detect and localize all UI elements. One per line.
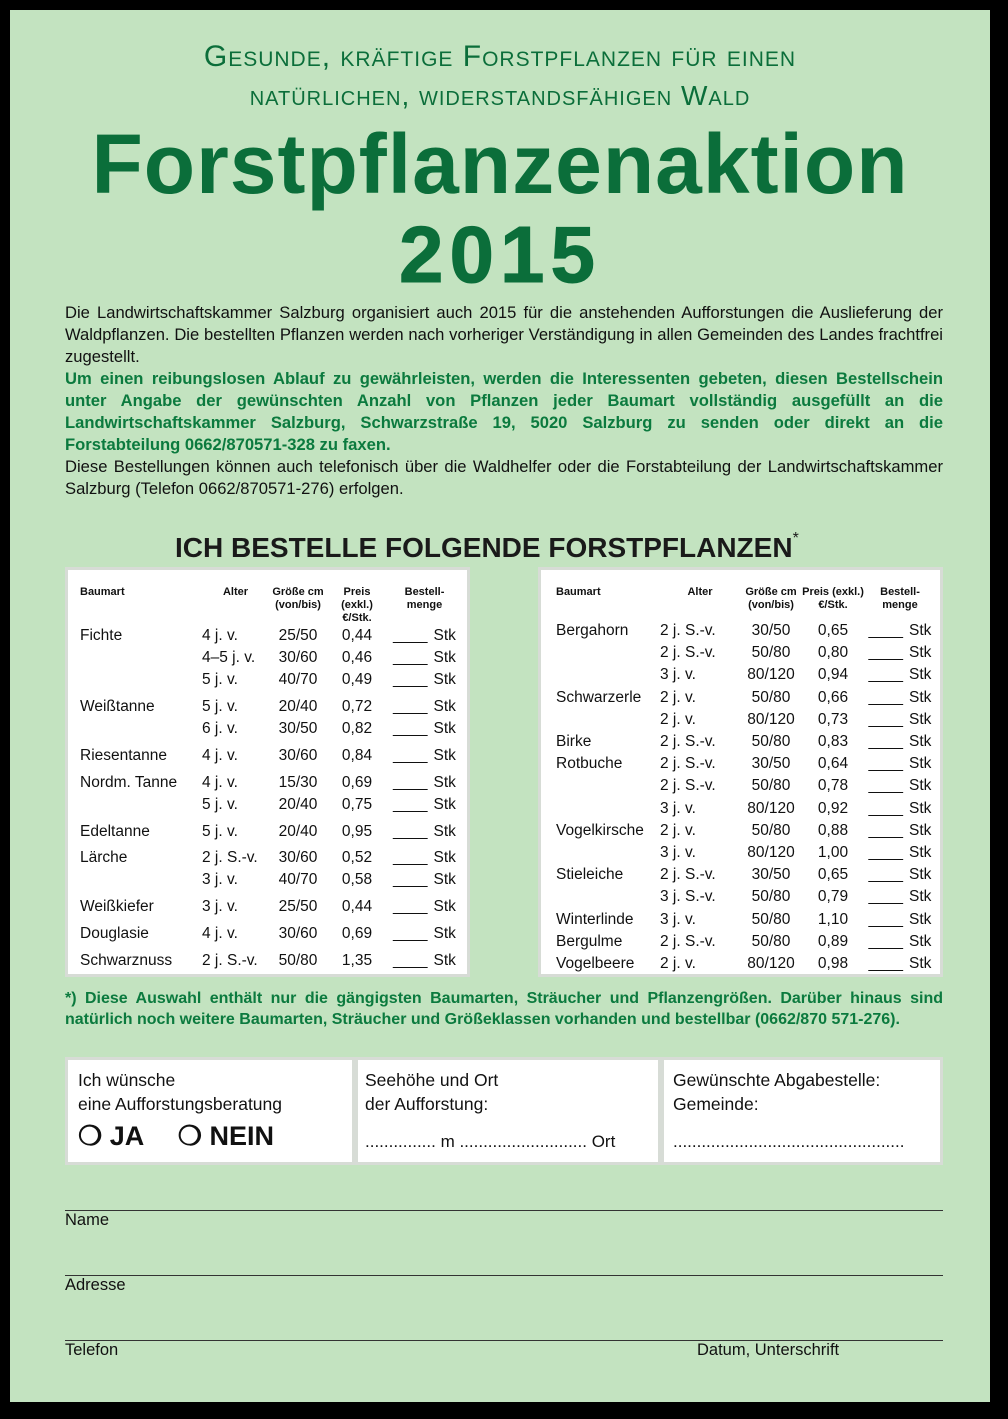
plant-price: 0,94	[817, 666, 849, 684]
species-name: Riesentanne	[80, 747, 168, 765]
quantity-blank[interactable]: ____	[868, 666, 904, 684]
quantity-blank[interactable]: ____	[868, 777, 904, 795]
footnote-mark: *	[792, 530, 799, 547]
order-quantity-field[interactable]	[864, 664, 936, 686]
order-quantity-field[interactable]	[864, 642, 936, 664]
quantity-unit: Stk	[433, 627, 456, 645]
plant-size: 50/80	[751, 910, 791, 928]
species-name	[556, 775, 660, 797]
table-row	[556, 864, 936, 886]
quantity-blank[interactable]: ____	[868, 866, 904, 884]
quantity-blank[interactable]: ____	[868, 733, 904, 751]
quantity-blank[interactable]: ____	[868, 622, 904, 640]
table-row	[80, 718, 462, 740]
table-row	[556, 775, 936, 797]
species-name: Fichte	[80, 627, 123, 645]
header-baumart: Baumart	[80, 586, 125, 598]
plant-size: 30/50	[278, 720, 318, 738]
footnote-text: *) Diese Auswahl enthält nur die gängigsten Baumarten, Sträucher und Pflanzengrößen. Darüber hinaus sind natürlich noch weitere Baumarten, Sträucher und Größeklassen vorhanden und bestellbar (0662/870 571-276).	[65, 990, 943, 1028]
plant-price: 0,95	[341, 822, 373, 840]
plant-age: 2 j. S.-v.	[660, 866, 716, 884]
plant-size: 15/30	[278, 773, 318, 791]
table-row	[556, 620, 936, 642]
table-row	[556, 820, 936, 842]
delivery-point-box	[661, 1057, 943, 1165]
quantity-unit: Stk	[909, 799, 932, 817]
quantity-unit: Stk	[909, 755, 932, 773]
intro-paragraph-2: Um einen reibungslosen Ablauf zu gewährleisten, werden die Interessenten gebeten, diesen Bestellschein unter Angabe der gewünschten Anzahl von Pflanzen jeder Baumart vollständig ausgefüllt an die Landwirtschaftskammer Salzburg, Schwarzstraße 19, 5020 Salzburg zu senden oder direkt an die Forstabteilung 0662/870571-328 zu faxen.	[65, 369, 943, 454]
order-quantity-field[interactable]	[387, 647, 462, 669]
consultation-label-1: Ich wünsche	[78, 1070, 176, 1090]
species-name: Lärche	[80, 849, 128, 867]
order-quantity-field[interactable]	[864, 953, 936, 975]
species-name: Edeltanne	[80, 822, 150, 840]
order-quantity-field[interactable]	[864, 731, 936, 753]
plant-age: 2 j. S.-v.	[660, 622, 716, 640]
quantity-unit: Stk	[909, 821, 932, 839]
plant-age: 4–5 j. v.	[202, 649, 256, 667]
plant-price: 0,82	[341, 720, 373, 738]
order-quantity-field[interactable]	[387, 896, 462, 918]
table-row	[556, 664, 936, 686]
plant-size: 30/50	[751, 755, 791, 773]
table-header-row	[80, 586, 462, 625]
plant-size: 30/50	[751, 622, 791, 640]
order-heading	[175, 532, 799, 564]
quantity-blank[interactable]: ____	[393, 720, 428, 738]
quantity-blank[interactable]: ____	[868, 821, 904, 839]
table-row	[556, 886, 936, 908]
species-name	[80, 647, 202, 669]
quantity-unit: Stk	[909, 733, 932, 751]
consultation-box	[65, 1057, 355, 1165]
table-row	[80, 669, 462, 691]
plant-age: 3 j. S.-v.	[660, 888, 716, 906]
quantity-unit: Stk	[433, 951, 456, 969]
quantity-unit: Stk	[909, 666, 932, 684]
consultation-choice	[78, 1121, 300, 1151]
species-name: Nordm. Tanne	[80, 773, 178, 791]
plant-size: 25/50	[278, 627, 318, 645]
plant-price: 0,69	[341, 924, 373, 942]
plant-size: 80/120	[747, 954, 795, 972]
plant-size: 20/40	[278, 698, 318, 716]
species-name	[556, 798, 660, 820]
quantity-unit: Stk	[433, 924, 456, 942]
plant-price: 0,58	[341, 871, 373, 889]
header-alter: Alter	[687, 586, 713, 598]
header-alter: Alter	[222, 586, 249, 598]
order-quantity-field[interactable]	[864, 753, 936, 775]
plant-size: 50/80	[751, 733, 791, 751]
plant-age: 2 j. v.	[660, 710, 696, 728]
intro-text	[65, 302, 943, 500]
species-name: Schwarznuss	[80, 951, 173, 969]
plant-price: 0,83	[817, 733, 849, 751]
quantity-blank[interactable]: ____	[868, 843, 904, 861]
plant-price: 0,65	[817, 622, 849, 640]
name-label: Name	[65, 1211, 110, 1229]
species-name	[80, 669, 202, 691]
table-row	[80, 772, 462, 794]
table-row	[80, 949, 462, 971]
quantity-unit: Stk	[433, 720, 456, 738]
plant-price: 0,72	[341, 698, 373, 716]
quantity-unit: Stk	[433, 795, 456, 813]
page-title: Forstpflanzenaktion	[91, 117, 909, 211]
intro-paragraph-3: Diese Bestellungen können auch telefonisch über die Waldhelfer oder die Forstabteilung der Landwirtschaftskammer Salzburg (Telefon 0662/870571-276) erfolgen.	[65, 457, 943, 498]
quantity-blank[interactable]: ____	[868, 755, 904, 773]
header-preis: Preis (exkl.) €/Stk.	[341, 586, 373, 624]
order-quantity-field[interactable]	[864, 820, 936, 842]
quantity-unit: Stk	[433, 698, 456, 716]
table-row	[556, 908, 936, 930]
date-signature-label: Datum, Unterschrift	[697, 1341, 840, 1359]
quantity-unit: Stk	[433, 898, 456, 916]
order-quantity-field[interactable]	[864, 864, 936, 886]
plant-age: 2 j. v.	[660, 688, 696, 706]
plant-table-right	[538, 567, 943, 977]
plant-size: 80/120	[747, 843, 795, 861]
plant-price: 0,44	[341, 898, 373, 916]
altitude-location-field[interactable]: ............... m ........................... Ort	[365, 1132, 616, 1151]
species-name: Weißkiefer	[80, 898, 154, 916]
quantity-blank[interactable]: ____	[393, 698, 428, 716]
quantity-blank[interactable]: ____	[393, 822, 428, 840]
plant-size: 30/60	[278, 747, 318, 765]
quantity-unit: Stk	[433, 671, 456, 689]
plant-size: 80/120	[747, 666, 795, 684]
quantity-blank[interactable]: ____	[868, 888, 904, 906]
address-label: Adresse	[65, 1276, 126, 1294]
plant-age: 2 j. S.-v.	[660, 777, 716, 795]
plant-price: 0,46	[341, 649, 373, 667]
table-row	[556, 642, 936, 664]
species-name	[80, 794, 202, 816]
quantity-blank[interactable]: ____	[868, 799, 904, 817]
plant-price: 0,69	[341, 773, 373, 791]
order-form-page	[10, 10, 990, 1402]
plant-age: 3 j. v.	[202, 871, 238, 889]
quantity-unit: Stk	[909, 910, 932, 928]
quantity-unit: Stk	[909, 888, 932, 906]
delivery-label-2: Gemeinde:	[673, 1094, 759, 1114]
altitude-label-2: der Aufforstung:	[365, 1094, 489, 1114]
plant-age: 2 j. S.-v.	[660, 932, 716, 950]
plant-age: 3 j. v.	[660, 910, 696, 928]
table-row	[556, 731, 936, 753]
species-name	[80, 718, 202, 740]
municipality-field[interactable]: .................................................	[673, 1132, 905, 1151]
header-groesse: Größe cm (von/bis)	[745, 586, 797, 611]
altitude-location-box	[355, 1057, 661, 1165]
page-year: 2015	[399, 210, 601, 299]
order-quantity-field[interactable]	[864, 775, 936, 797]
quantity-blank[interactable]: ____	[393, 795, 428, 813]
plant-age: 5 j. v.	[202, 822, 238, 840]
quantity-unit: Stk	[433, 849, 456, 867]
plant-size: 30/60	[278, 849, 318, 867]
plant-size: 50/80	[278, 951, 318, 969]
plant-price: 1,35	[341, 951, 373, 969]
species-name: Weißtanne	[80, 698, 155, 716]
quantity-unit: Stk	[433, 747, 456, 765]
subtitle-line-1: Gesunde, kräftige Forstpflanzen für einen	[203, 40, 797, 73]
order-quantity-field[interactable]	[864, 908, 936, 930]
plant-age: 4 j. v.	[202, 747, 238, 765]
quantity-unit: Stk	[433, 649, 456, 667]
quantity-blank[interactable]: ____	[393, 671, 428, 689]
table-row	[80, 821, 462, 843]
species-name: Vogelbeere	[556, 954, 635, 972]
plant-age: 6 j. v.	[202, 720, 238, 738]
plant-age: 2 j. v.	[660, 821, 696, 839]
header-menge: Bestell-menge	[404, 586, 445, 611]
quantity-blank[interactable]: ____	[868, 932, 904, 950]
quantity-unit: Stk	[909, 866, 932, 884]
species-name	[556, 842, 660, 864]
quantity-blank[interactable]: ____	[393, 924, 428, 942]
header-preis: Preis (exkl.) €/Stk.	[802, 586, 864, 611]
plant-table-conifers	[80, 586, 462, 972]
table-row	[556, 709, 936, 731]
plant-size: 50/80	[751, 688, 791, 706]
plant-price: 0,80	[817, 644, 849, 662]
quantity-blank[interactable]: ____	[393, 849, 428, 867]
plant-price: 0,78	[817, 777, 849, 795]
plant-age: 2 j. S.-v.	[660, 755, 716, 773]
order-quantity-field[interactable]	[864, 687, 936, 709]
order-quantity-field[interactable]	[387, 772, 462, 794]
species-name	[556, 709, 660, 731]
order-quantity-field[interactable]	[387, 847, 462, 869]
quantity-unit: Stk	[433, 822, 456, 840]
table-row	[80, 745, 462, 767]
plant-size: 40/70	[278, 871, 318, 889]
species-name: Birke	[556, 733, 592, 751]
quantity-unit: Stk	[433, 773, 456, 791]
table-row	[80, 869, 462, 891]
order-quantity-field[interactable]	[387, 669, 462, 691]
plant-age: 2 j. S.-v.	[202, 849, 258, 867]
plant-size: 30/50	[751, 866, 791, 884]
order-heading-text: ICH BESTELLE FOLGENDE FORSTPFLANZEN	[175, 532, 793, 563]
header-baumart: Baumart	[556, 586, 601, 598]
order-quantity-field[interactable]	[387, 718, 462, 740]
plant-age: 5 j. v.	[202, 795, 238, 813]
order-quantity-field[interactable]	[387, 794, 462, 816]
quantity-blank[interactable]: ____	[393, 627, 428, 645]
option-nein-radio[interactable]: ❍ NEIN	[177, 1121, 274, 1151]
plant-price: 1,00	[817, 843, 849, 861]
plant-price: 0,79	[817, 888, 849, 906]
option-ja-radio[interactable]: ❍ JA	[78, 1121, 145, 1151]
table-row	[80, 647, 462, 669]
plant-price: 0,88	[817, 821, 849, 839]
plant-age: 3 j. v.	[660, 843, 696, 861]
quantity-unit: Stk	[909, 688, 932, 706]
delivery-label-1: Gewünschte Abgabestelle:	[673, 1070, 881, 1090]
quantity-blank[interactable]: ____	[868, 954, 904, 972]
quantity-blank[interactable]: ____	[393, 951, 428, 969]
species-name	[556, 642, 660, 664]
plant-age: 4 j. v.	[202, 924, 238, 942]
plant-size: 30/60	[278, 649, 318, 667]
order-quantity-field[interactable]	[864, 886, 936, 908]
table-row	[556, 953, 936, 975]
phone-label: Telefon	[65, 1341, 119, 1359]
plant-age: 3 j. v.	[202, 898, 238, 916]
table-row	[80, 794, 462, 816]
plant-size: 40/70	[278, 671, 318, 689]
quantity-blank[interactable]: ____	[868, 688, 904, 706]
species-name	[80, 869, 202, 891]
quantity-blank[interactable]: ____	[868, 710, 904, 728]
plant-age: 4 j. v.	[202, 773, 238, 791]
plant-age: 2 j. S.-v.	[660, 644, 716, 662]
order-quantity-field[interactable]	[864, 709, 936, 731]
plant-price: 0,73	[817, 710, 849, 728]
quantity-unit: Stk	[909, 644, 932, 662]
species-name: Rotbuche	[556, 755, 623, 773]
altitude-label-1: Seehöhe und Ort	[365, 1070, 499, 1090]
order-quantity-field[interactable]	[387, 625, 462, 647]
plant-age: 4 j. v.	[202, 627, 238, 645]
order-quantity-field[interactable]	[864, 842, 936, 864]
plant-size: 25/50	[278, 898, 318, 916]
plant-size: 30/60	[278, 924, 318, 942]
table-header-row	[556, 586, 936, 620]
plant-price: 0,98	[817, 954, 849, 972]
quantity-unit: Stk	[909, 622, 932, 640]
plant-price: 0,66	[817, 688, 849, 706]
species-name: Bergulme	[556, 932, 623, 950]
name-line[interactable]	[65, 1210, 943, 1211]
consultation-form-row	[65, 1057, 943, 1165]
plant-size: 80/120	[747, 799, 795, 817]
order-quantity-field[interactable]	[387, 696, 462, 718]
table-row	[80, 896, 462, 918]
plant-price: 1,10	[817, 910, 849, 928]
plant-size: 80/120	[747, 710, 795, 728]
subtitle-line-2: natürlichen, widerstandsfähigen Wald	[249, 80, 751, 111]
plant-price: 0,89	[817, 932, 849, 950]
species-name: Douglasie	[80, 924, 149, 942]
plant-size: 50/80	[751, 888, 791, 906]
order-quantity-field[interactable]	[387, 923, 462, 945]
plant-age: 3 j. v.	[660, 666, 696, 684]
plant-age: 2 j. S.-v.	[660, 733, 716, 751]
quantity-unit: Stk	[909, 843, 932, 861]
quantity-unit: Stk	[909, 954, 932, 972]
table-row	[556, 753, 936, 775]
plant-price: 0,65	[817, 866, 849, 884]
plant-age: 2 j. S.-v.	[202, 951, 258, 969]
species-name: Schwarzerle	[556, 688, 642, 706]
quantity-blank[interactable]: ____	[868, 910, 904, 928]
species-name	[556, 664, 660, 686]
plant-price: 0,64	[817, 755, 849, 773]
quantity-blank[interactable]: ____	[393, 747, 428, 765]
plant-age: 5 j. v.	[202, 698, 238, 716]
species-name: Bergahorn	[556, 622, 629, 640]
plant-table-deciduous	[556, 586, 936, 975]
address-line[interactable]	[65, 1275, 943, 1276]
header-groesse: Größe cm (von/bis)	[272, 586, 324, 611]
quantity-blank[interactable]: ____	[393, 773, 428, 791]
plant-size: 50/80	[751, 777, 791, 795]
order-quantity-field[interactable]	[387, 745, 462, 767]
plant-age: 2 j. v.	[660, 954, 696, 972]
table-row	[80, 923, 462, 945]
intro-paragraph-1: Die Landwirtschaftskammer Salzburg organisiert auch 2015 für die anstehenden Aufforstungen die Auslieferung der Waldpflanzen. Die bestellten Pflanzen werden nach vorheriger Verständigung in allen Gemeinden des Landes frachtfrei zugestellt.	[65, 303, 943, 366]
order-quantity-field[interactable]	[864, 798, 936, 820]
plant-price: 0,44	[341, 627, 373, 645]
quantity-blank[interactable]: ____	[393, 898, 428, 916]
order-quantity-field[interactable]	[864, 620, 936, 642]
plant-price: 0,92	[817, 799, 849, 817]
species-name: Stieleiche	[556, 866, 624, 884]
plant-price: 0,52	[341, 849, 373, 867]
plant-price: 0,84	[341, 747, 373, 765]
plant-age: 3 j. v.	[660, 799, 696, 817]
species-name: Vogelkirsche	[556, 821, 644, 839]
quantity-unit: Stk	[909, 777, 932, 795]
order-quantity-field[interactable]	[387, 869, 462, 891]
quantity-unit: Stk	[433, 871, 456, 889]
plant-size: 20/40	[278, 795, 318, 813]
plant-price: 0,75	[341, 795, 373, 813]
species-name: Winterlinde	[556, 910, 634, 928]
plant-price: 0,49	[341, 671, 373, 689]
quantity-blank[interactable]: ____	[393, 649, 428, 667]
plant-age: 5 j. v.	[202, 671, 238, 689]
table-row	[556, 687, 936, 709]
consultation-label-2: eine Aufforstungsberatung	[78, 1094, 283, 1114]
table-row	[80, 625, 462, 647]
quantity-blank[interactable]: ____	[868, 644, 904, 662]
species-name	[556, 886, 660, 908]
table-row	[556, 931, 936, 953]
plant-size: 50/80	[751, 932, 791, 950]
table-row	[80, 696, 462, 718]
order-quantity-field[interactable]	[387, 821, 462, 843]
plant-size: 20/40	[278, 822, 318, 840]
quantity-unit: Stk	[909, 932, 932, 950]
quantity-blank[interactable]: ____	[393, 871, 428, 889]
plant-size: 50/80	[751, 821, 791, 839]
table-row	[80, 847, 462, 869]
plant-size: 50/80	[751, 644, 791, 662]
quantity-unit: Stk	[909, 710, 932, 728]
order-quantity-field[interactable]	[387, 949, 462, 971]
header-menge: Bestell-menge	[880, 586, 920, 611]
plant-table-left	[65, 567, 470, 977]
table-row	[556, 842, 936, 864]
order-quantity-field[interactable]	[864, 931, 936, 953]
table-row	[556, 798, 936, 820]
